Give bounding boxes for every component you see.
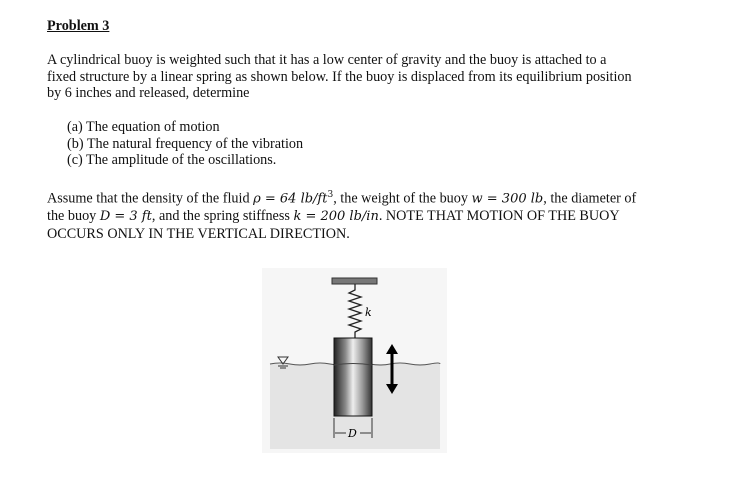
question-a: (a) The equation of motion xyxy=(67,119,220,135)
exponent: 3 xyxy=(327,190,334,200)
buoy-figure xyxy=(262,268,447,453)
statement-line: A cylindrical buoy is weighted such that it has a low center of gravity and the buoy is attached to a xyxy=(47,52,607,68)
assumptions xyxy=(47,187,636,242)
text: Assume that the density of the fluid xyxy=(47,190,254,207)
text: the buoy xyxy=(47,208,100,225)
problem-statement xyxy=(47,52,632,102)
buoy-cylinder xyxy=(334,338,372,416)
statement-line: by 6 inches and released, determine xyxy=(47,85,250,101)
diameter-label: D xyxy=(348,427,357,440)
text: , the diameter of xyxy=(543,190,637,207)
spring-label: k xyxy=(365,306,372,319)
question-list xyxy=(67,119,303,169)
assume-line-3: OCCURS ONLY IN THE VERTICAL DIRECTION. xyxy=(47,225,350,242)
text: . NOTE THAT MOTION OF THE BUOY xyxy=(378,208,620,225)
text: , and the spring stiffness xyxy=(151,208,294,225)
fixed-support xyxy=(332,278,377,284)
diameter-eq: D = 3 ft xyxy=(99,209,152,225)
text: , the weight of the buoy xyxy=(333,190,472,207)
question-c: (c) The amplitude of the oscillations. xyxy=(67,152,277,168)
problem-title: Problem 3 xyxy=(47,18,110,34)
question-b: (b) The natural frequency of the vibration xyxy=(67,135,304,152)
weight-eq: w = 300 lb xyxy=(471,191,544,207)
stiffness-eq: k = 200 lb/in xyxy=(293,209,379,225)
assume-line-2 xyxy=(47,208,636,226)
statement-line: fixed structure by a linear spring as shown below. If the buoy is displaced from its equilibrium position xyxy=(47,68,632,85)
density-eq: ρ = 64 lb/ft xyxy=(253,191,328,207)
assume-line-1 xyxy=(47,187,636,208)
